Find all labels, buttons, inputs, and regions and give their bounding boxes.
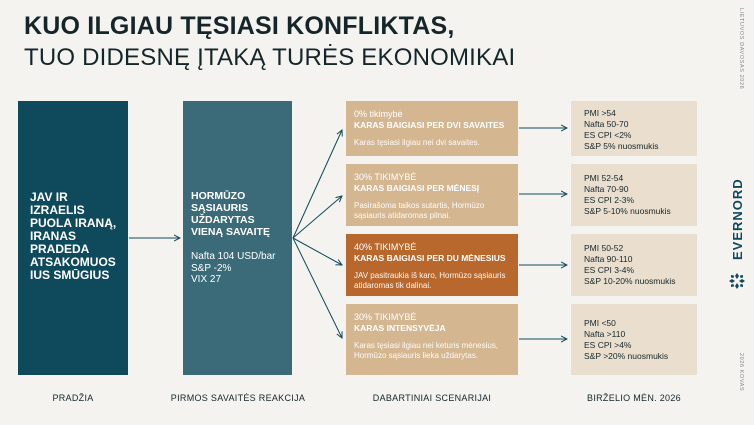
scenario-probability: 40% TIKIMYBĖ [354,242,417,252]
outcome-cpi: ES CPI 2-3% [584,195,635,205]
start-box [18,101,128,375]
scenario-name: KARAS BAIGIASI PER DU MĖNESIUS [354,253,506,263]
scenario-name: KARAS BAIGIASI PER MĖNESĮ [354,183,480,193]
reaction-box [183,101,292,375]
scenario-description: Karas tęsiasi ilgiau nei keturis mėnesius, Hormūzo sąsiauris lieka uždarytas. [354,341,499,360]
arrow-to-scenario-3 [293,238,342,265]
scenario-name: KARAS BAIGIASI PER DVI SAVAITES [354,120,505,130]
start-text: JAV IR IZRAELIS PUOLA IRANĄ, IRANAS PRADEDA ATSAKOMUOS IUS SMŪGIUS [30,190,117,282]
outcome-pmi: PMI 52-54 [584,173,624,183]
column-label-june: BIRŽELIO MĖN. 2026 [587,393,681,403]
scenario-probability: 30% TIKIMYBĖ [354,172,417,182]
scenario-description: Pasirašoma taikos sutartis, Hormūzo sąsiauris atidaromas pilnai. [354,201,485,220]
outcome-sp: S&P 5-10% nuosmukis [584,206,671,216]
scenario-card [346,164,518,226]
scenario-card [346,101,518,156]
column-label-reaction: PIRMOS SAVAITĖS REAKCIJA [170,393,306,403]
scenario-description: JAV pasitraukia iš karo, Hormūzo sąsiauris atidaromas tik dalinai. [354,271,506,290]
scenario-card [346,304,518,375]
reaction-body: Nafta 104 USD/bar S&P -2% VIX 27 [191,251,276,285]
scenario-probability: 30% TIKIMYBĖ [354,312,417,322]
outcome-card [571,234,697,296]
column-label-start: PRADŽIA [52,393,94,403]
outcome-pmi: PMI <50 [584,318,616,328]
outcome-sp: S&P 5% nuosmukis [584,141,659,151]
outcome-card [571,164,697,226]
side-date-label: 2026 KOVAS [738,353,744,392]
arrow-to-scenario-1 [293,130,342,238]
side-event-label: LIETUVOS DAVOSAS 2026 [738,8,744,90]
brand-wordmark: EVERNORD [730,178,745,260]
outcome-card [571,101,697,156]
scenario-description: Karas tęsiasi ilgiau nei dvi savaites. [354,138,480,147]
outcome-cpi: ES CPI >4% [584,340,632,350]
column-label-scenarios: DABARTINIAI SCENARIJAI [372,393,492,403]
outcome-sp: S&P 10-20% nuosmukis [584,276,676,286]
outcome-oil: Nafta 70-90 [584,184,629,194]
outcome-oil: Nafta 50-70 [584,119,629,129]
outcome-cpi: ES CPI 3-4% [584,265,635,275]
scenario-card-highlighted [346,234,518,296]
outcome-oil: Nafta 90-110 [584,254,633,264]
scenario-name: KARAS INTENSYVĖJA [354,323,446,333]
outcome-pmi: PMI 50-52 [584,243,624,253]
outcome-pmi: PMI >54 [584,108,616,118]
outcome-oil: Nafta >110 [584,329,626,339]
reaction-heading: HORMŪZO SĄSIAURIS UŽDARYTAS VIENĄ SAVAITĘ [191,190,270,238]
brand-logo-icon [728,272,746,290]
arrow-to-scenario-2 [293,196,342,238]
scenario-probability: 0% tikimybė [354,109,403,119]
outcome-sp: S&P >20% nuosmukis [584,351,669,361]
outcome-cpi: ES CPI <2% [584,130,632,140]
title-line-1: KUO ILGIAU TĘSIASI KONFLIKTAS, [24,12,455,40]
arrow-to-scenario-4 [293,238,342,338]
outcome-card [571,304,697,375]
title-line-2: TUO DIDESNĘ ĮTAKĄ TURĖS EKONOMIKAI [24,44,516,71]
